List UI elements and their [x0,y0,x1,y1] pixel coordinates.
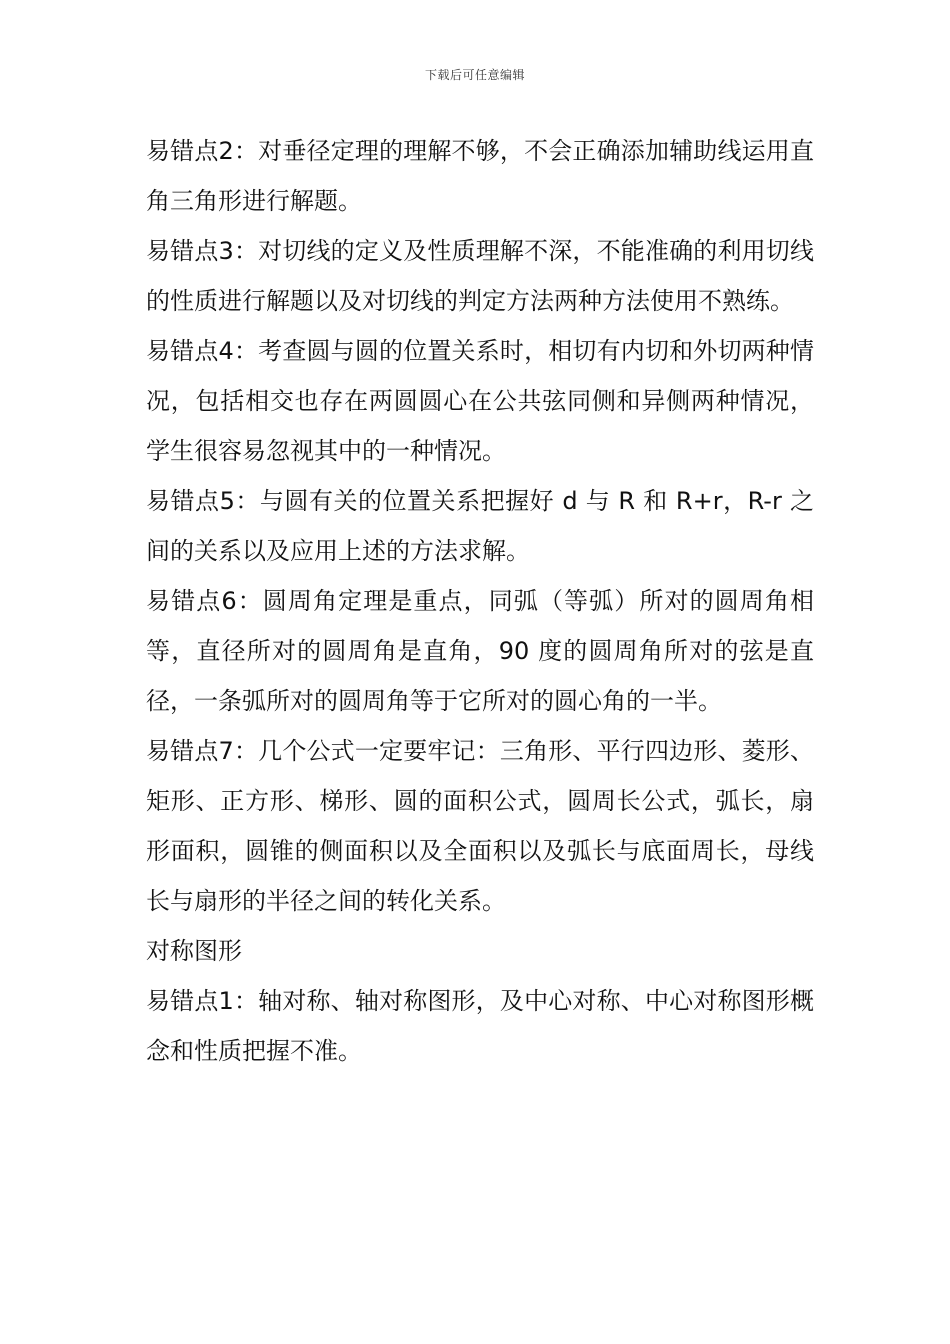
document-body [146,126,814,1076]
paragraph-error-point-5: 易错点5：与圆有关的位置关系把握好 d 与 R 和 R+r，R-r 之间的关系以及应用上述的方法求解。 [146,487,814,565]
page-header: 下载后可任意编辑 [424,68,525,82]
paragraph-symmetry-error-point-1: 易错点1：轴对称、轴对称图形，及中心对称、中心对称图形概念和性质把握不准。 [146,987,814,1065]
paragraph-error-point-4: 易错点4：考查圆与圆的位置关系时，相切有内切和外切两种情况，包括相交也存在两圆圆心在公共弦同侧和异侧两种情况，学生很容易忽视其中的一种情况。 [146,337,814,465]
paragraph-error-point-7: 易错点7：几个公式一定要牢记：三角形、平行四边形、菱形、矩形、正方形、梯形、圆的面积公式，圆周长公式，弧长，扇形面积，圆锥的侧面积以及全面积以及弧长与底面周长，母线长与扇形的半径之间的转化关系。 [146,737,814,915]
paragraph-error-point-2: 易错点2：对垂径定理的理解不够，不会正确添加辅助线运用直角三角形进行解题。 [146,137,814,215]
paragraph-error-point-6: 易错点6：圆周角定理是重点，同弧（等弧）所对的圆周角相等，直径所对的圆周角是直角，90 度的圆周角所对的弦是直径，一条弧所对的圆周角等于它所对的圆心角的一半。 [146,587,814,715]
section-heading-symmetric-figures: 对称图形 [146,937,242,965]
paragraph-error-point-3: 易错点3：对切线的定义及性质理解不深，不能准确的利用切线的性质进行解题以及对切线的判定方法两种方法使用不熟练。 [146,237,814,315]
